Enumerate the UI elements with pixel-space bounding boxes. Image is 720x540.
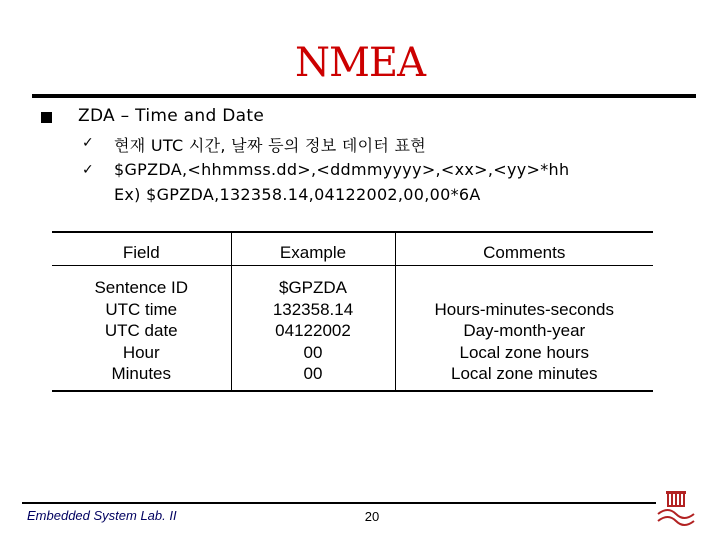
example-cell: $GPZDA bbox=[278, 278, 348, 297]
field-cell: Hour bbox=[122, 342, 160, 362]
table-row bbox=[52, 266, 653, 391]
title-divider bbox=[32, 94, 696, 98]
page-number: 20 bbox=[364, 509, 380, 524]
example-cell: 00 bbox=[303, 342, 323, 362]
field-cell: Sentence ID bbox=[94, 278, 189, 297]
comments-column bbox=[395, 266, 653, 391]
field-cell: UTC date bbox=[104, 321, 178, 340]
comment-cell: Day-month-year bbox=[463, 321, 586, 340]
table-header-row bbox=[52, 232, 653, 266]
field-cell: Minutes bbox=[111, 364, 172, 383]
header-field: Field bbox=[52, 232, 231, 266]
footer-divider bbox=[22, 502, 656, 504]
sub-item-description: 현재 UTC 시간, 날짜 등의 정보 데이터 표현 bbox=[114, 136, 427, 155]
bullet-zda: ZDA – Time and Date bbox=[78, 106, 265, 126]
university-logo-icon bbox=[654, 490, 698, 530]
header-comments: Comments bbox=[395, 232, 653, 266]
example-cell: 04122002 bbox=[275, 321, 351, 340]
comment-cell: Local zone hours bbox=[459, 342, 589, 362]
comment-cell: Hours-minutes-seconds bbox=[434, 299, 614, 319]
check-mark-icon: ✓ bbox=[82, 135, 94, 151]
comment-cell bbox=[396, 277, 654, 299]
sub-item-example: Ex) $GPZDA,132358.14,04122002,00,00*6A bbox=[114, 185, 481, 204]
check-mark-icon: ✓ bbox=[82, 162, 94, 178]
square-bullet-icon bbox=[41, 112, 52, 123]
header-example: Example bbox=[231, 232, 395, 266]
example-cell: 132358.14 bbox=[272, 299, 354, 319]
zda-field-table bbox=[52, 231, 653, 392]
sub-item-format: $GPZDA,<hhmmss.dd>,<ddmmyyyy>,<xx>,<yy>*hh bbox=[114, 160, 570, 179]
example-cell: 00 bbox=[303, 364, 323, 383]
footer-lab-name: Embedded System Lab. II bbox=[27, 508, 177, 523]
slide-title: NMEA bbox=[294, 40, 426, 86]
example-column bbox=[231, 266, 395, 391]
field-cell: UTC time bbox=[105, 299, 178, 319]
field-column bbox=[52, 266, 231, 391]
comment-cell: Local zone minutes bbox=[451, 364, 598, 383]
